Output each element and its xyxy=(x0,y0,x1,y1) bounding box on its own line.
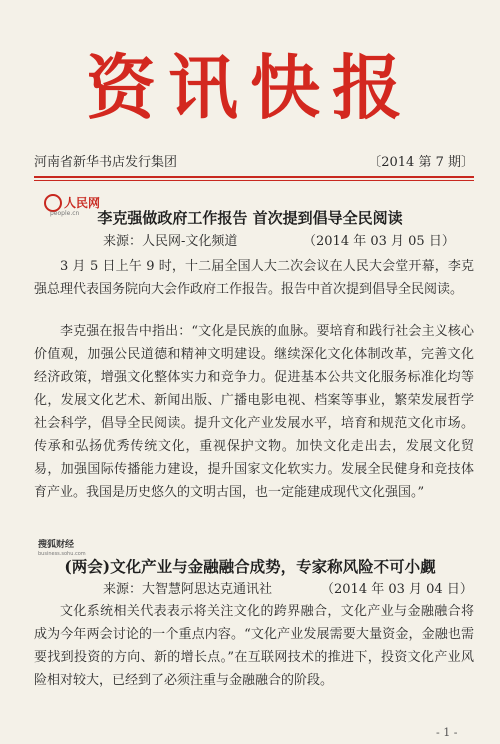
issue-number: 〔2014 第 7 期〕 xyxy=(368,155,474,170)
publisher-name: 河南省新华书店发行集团 xyxy=(34,155,178,170)
article1-paragraph-2: 李克强在报告中指出：“文化是民族的血脉。要培育和践行社会主义核心价值观，加强公民道德和精神文明建设。继续深化文化体制改革，完善文化经济政策，增强文化整体实力和竞争力。促进基本公共文化服务标准化均等化，发展文化艺术、新闻出版、广播电影电视、档案等事业，繁荣发展哲学社会科学，倡导全民阅读。提升文化产业发展水平，培育和规范文化市场。传承和弘扬优秀传统文化，重视保护文物。加快文化走出去，发展文化贸易，加强国际传播能力建设，提升国家文化软实力。发展全民健身和竞技体育产业。我国是历史悠久的文明古国，也一定能建成现代文化强国。” xyxy=(34,324,474,500)
article2-headline: (两会)文化产业与金融融合成势，专家称风险不可小觑 xyxy=(64,557,436,576)
article1-source-line xyxy=(103,230,483,249)
article1-source: 来源：人民网-文化频道 xyxy=(103,234,238,249)
people-daily-logo: 人民网 people.cn xyxy=(44,192,104,218)
masthead-title: 资讯快报 xyxy=(86,46,414,129)
article2-paragraph-1: 文化系统相关代表表示将关注文化的跨界融合，文化产业与金融融合将成为今年两会讨论的一个重点内容。“文化产业发展需要大量资金，金融也需要找到投资的方向、新的增长点。”在互联网技术的推进下，投资文化产业风险相对较大，已经到了必须注重与金融融合的阶段。 xyxy=(34,604,474,688)
sohu-business-logo: 搜狐财经 business.sohu.com xyxy=(38,540,86,557)
article2-source: 来源：大智慧阿思达克通讯社 xyxy=(103,582,273,597)
article1-date: （2014 年 03 月 05 日） xyxy=(303,234,455,249)
page-number: - 1 - xyxy=(436,726,458,739)
header-rule-thin xyxy=(34,180,474,181)
article2-date: （2014 年 03 月 04 日） xyxy=(321,582,473,597)
header-rule xyxy=(34,176,474,178)
article2-source-line xyxy=(103,578,483,597)
article1-paragraph-1: 3 月 5 日上午 9 时，十二届全国人大二次会议在人民大会堂开幕，李克强总理代表国务院向大会作政府工作报告。报告中首次提到倡导全民阅读。 xyxy=(34,259,474,297)
article1-headline: 李克强做政府工作报告 首次提到倡导全民阅读 xyxy=(97,209,403,227)
publisher-row xyxy=(34,153,474,173)
